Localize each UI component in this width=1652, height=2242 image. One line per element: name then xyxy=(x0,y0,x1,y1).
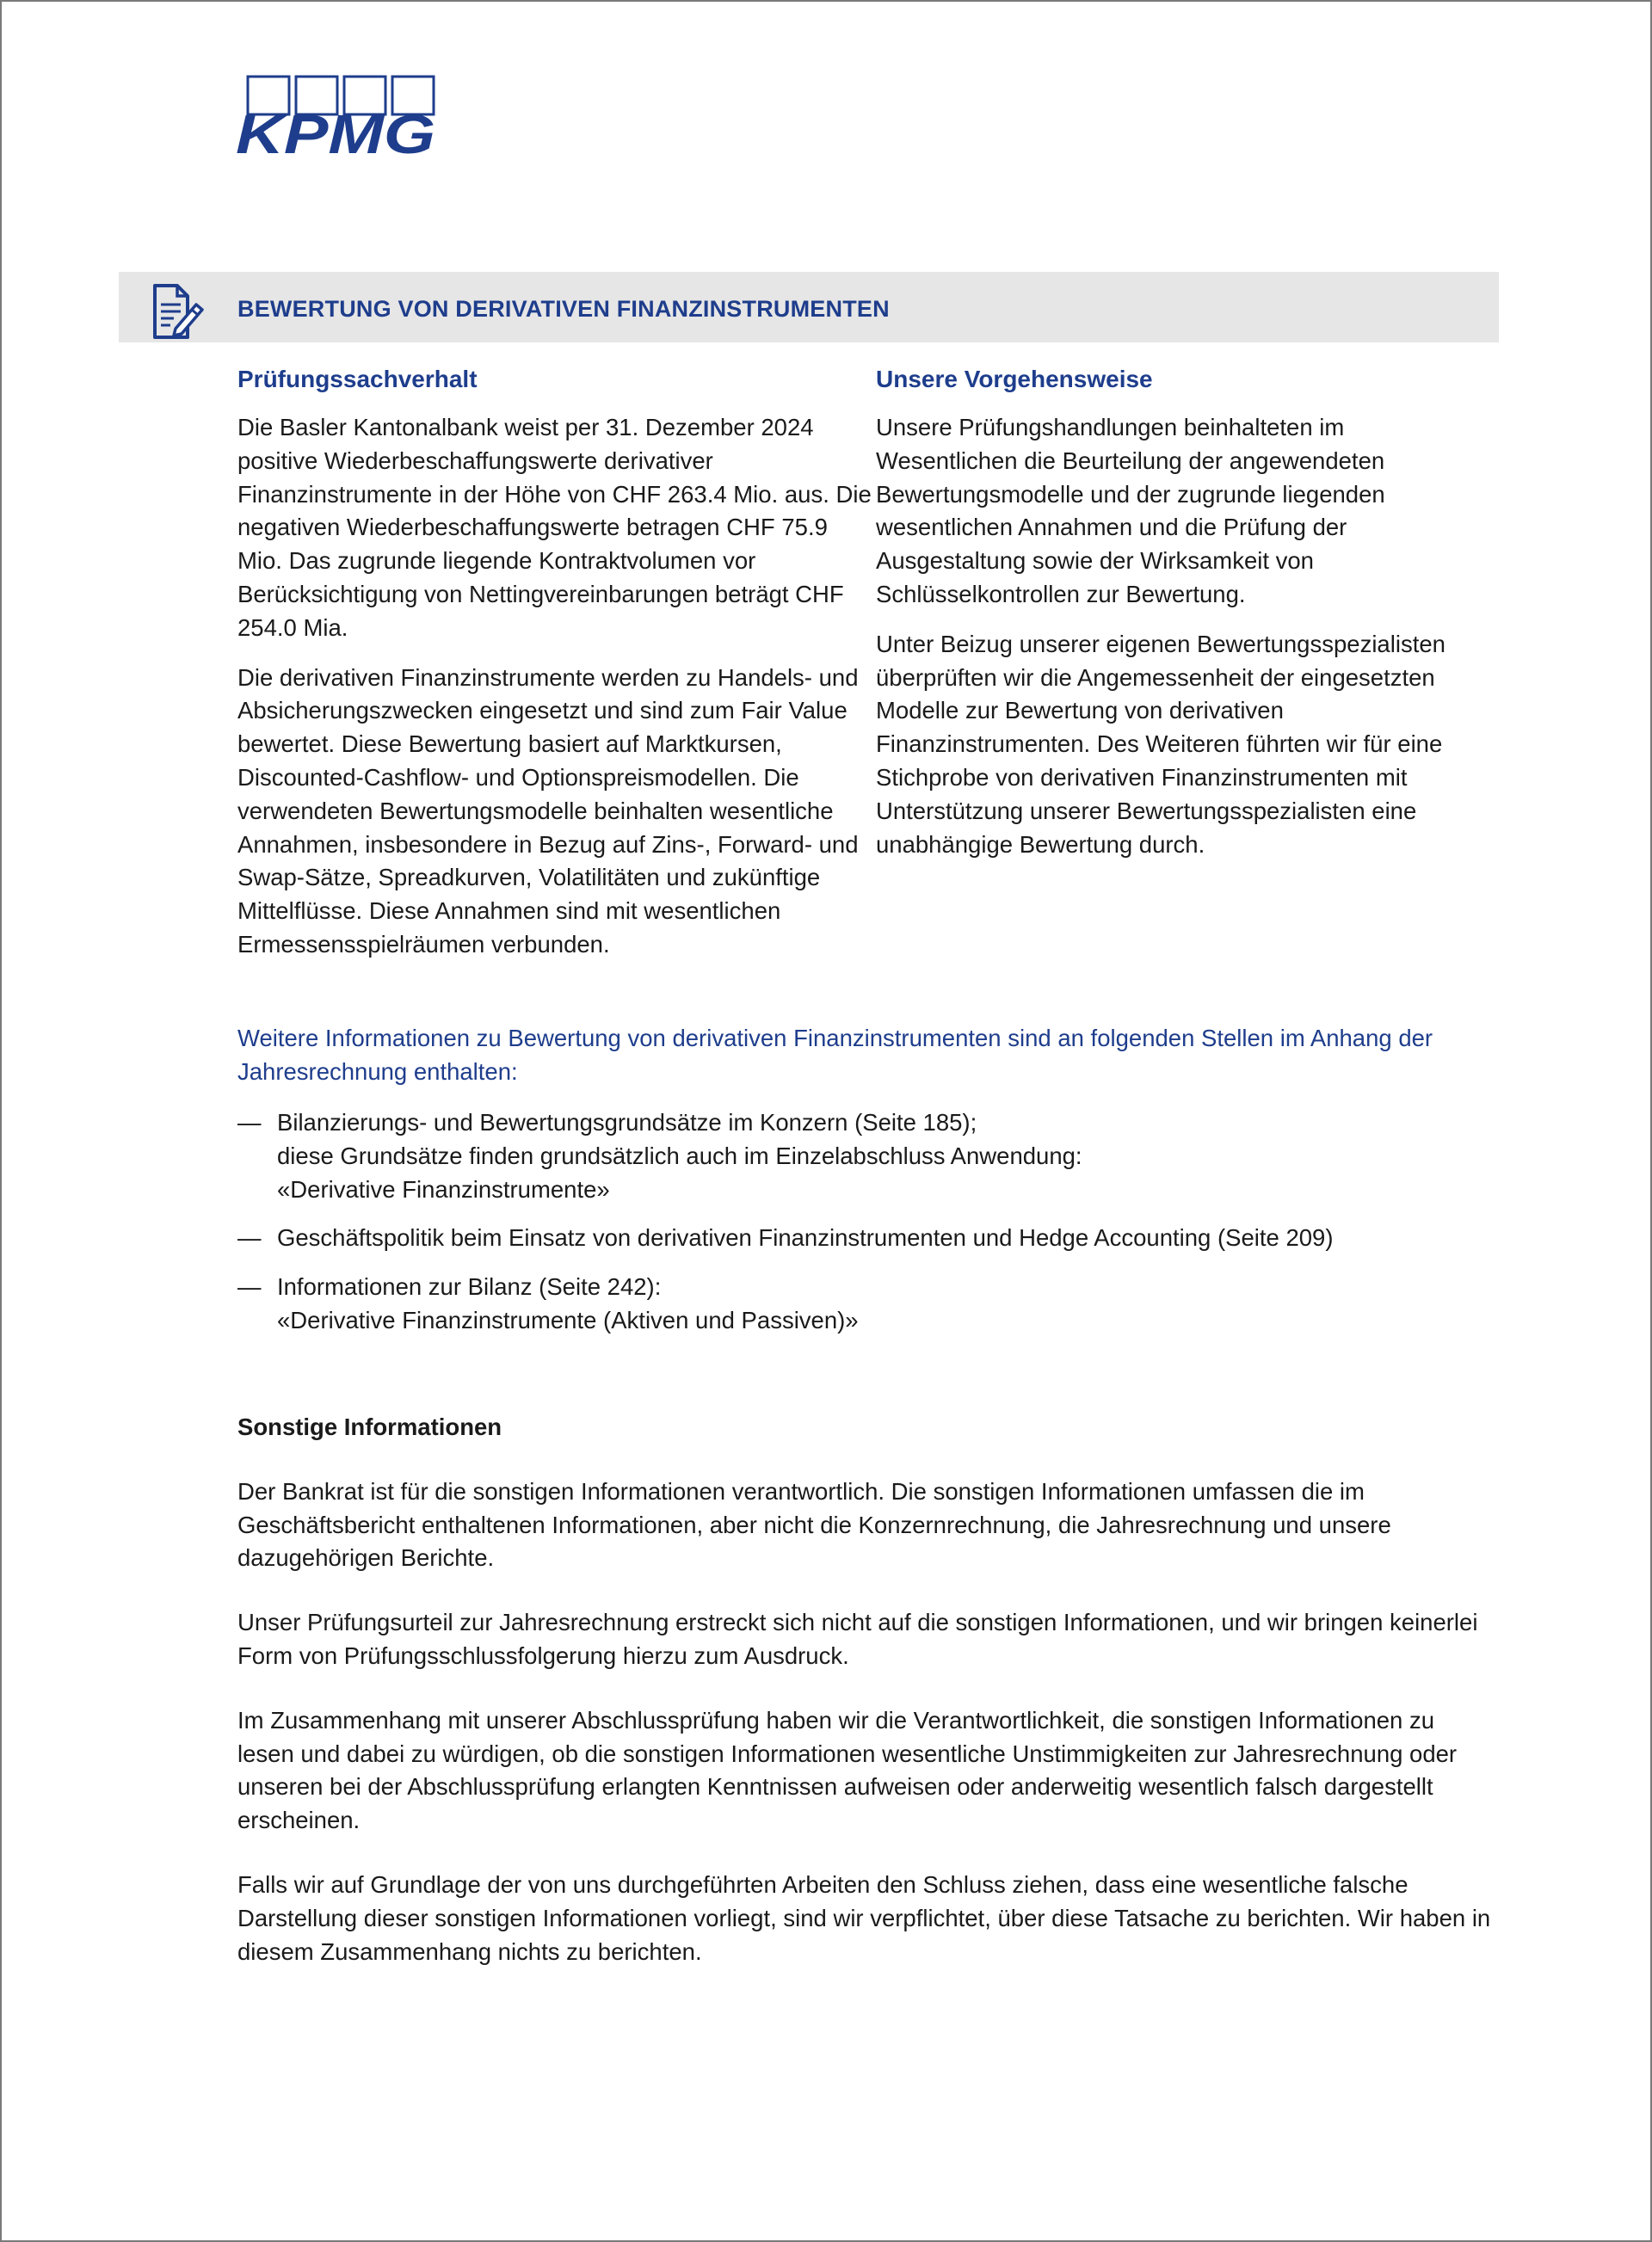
paragraph: Die Basler Kantonalbank weist per 31. Dezember 2024 positive Wiederbeschaffungswerte derivativer Finanzinstrumente in der Höhe von CHF 263.4 Mio. aus. Die negativen Wiederbeschaffungswerte betragen CHF 75.9 Mio. Das zugrunde liegende Kontraktvolumen vor Berücksichtigung von Nettingvereinbarungen beträgt CHF 254.0 Mia. xyxy=(237,414,872,641)
paragraph: Unsere Prüfungshandlungen beinhalteten im Wesentlichen die Beurteilung der angewendeten Bewertungsmodelle und der zugrunde liegenden wesentlichen Annahmen und die Prüfung der Ausgestaltung sowie der Wirksamkeit von Schlüsselkontrollen zur Bewertung. xyxy=(876,414,1385,607)
list-item-line: diese Grundsätze finden grundsätzlich auch im Einzelabschluss Anwendung: xyxy=(277,1142,1082,1169)
dash-bullet: — xyxy=(237,1273,262,1301)
list-item xyxy=(237,1271,1494,1338)
section-banner xyxy=(119,272,1499,342)
dash-bullet: — xyxy=(237,1109,262,1136)
further-info-list xyxy=(237,1106,1494,1353)
list-item-line: «Derivative Finanzinstrumente (Aktiven und Passiven)» xyxy=(277,1306,859,1333)
list-item-line: «Derivative Finanzinstrumente» xyxy=(277,1175,610,1203)
paragraph: Falls wir auf Grundlage der von uns durchgeführten Arbeiten den Schluss ziehen, dass eine wesentliche falsche Darstellung dieser sonstigen Informationen vorliegt, sind wir verpflichtet, über diese Tatsache zu berichten. Wir haben in diesem Zusammenhang nichts zu berichten. xyxy=(237,1870,1491,1965)
list-item xyxy=(237,1222,1494,1255)
right-column xyxy=(876,363,1489,878)
list-item-line: Informationen zur Bilanz (Seite 242): xyxy=(277,1273,662,1301)
list-item-line: Bilanzierungs- und Bewertungsgrundsätze im Konzern (Seite 185); xyxy=(277,1109,977,1136)
logo-text: KPMG xyxy=(236,103,435,160)
section-title: BEWERTUNG VON DERIVATIVEN FINANZINSTRUMENTEN xyxy=(237,296,890,322)
other-info-heading: Sonstige Informationen xyxy=(237,1414,502,1440)
further-info-intro: Weitere Informationen zu Bewertung von derivativen Finanzinstrumenten sind an folgenden Stellen im Anhang der Jahresrechnung enthalten: xyxy=(237,1025,1433,1085)
paragraph: Unter Beizug unserer eigenen Bewertungsspezialisten überprüften wir die Angemessenheit der eingesetzten Modelle zur Bewertung von derivativen Finanzinstrumenten. Des Weiteren führten wir für eine Stichprobe von derivativen Finanzinstrumenten mit Unterstützung unserer Bewertungsspezialisten eine unabhängige Bewertung durch. xyxy=(876,630,1446,858)
dash-bullet: — xyxy=(237,1224,262,1252)
document-pen-icon xyxy=(145,275,208,341)
paragraph: Im Zusammenhang mit unserer Abschlussprüfung haben wir die Verantwortlichkeit, die sonstigen Informationen zu lesen und dabei zu würdigen, ob die sonstigen Informationen wesentliche Unstimmigkeiten zur Jahresrechnung oder unseren bei der Abschlussprüfung erlangten Kenntnissen aufweisen oder anderweitig wesentlich falsch dargestellt erscheinen. xyxy=(237,1706,1458,1834)
list-item-line: Geschäftspolitik beim Einsatz von derivativen Finanzinstrumenten und Hedge Accounting (Seite 209) xyxy=(277,1224,1334,1252)
other-info-section xyxy=(237,1411,1494,1999)
list-item xyxy=(237,1106,1494,1206)
kpmg-logo xyxy=(236,74,439,160)
paragraph: Die derivativen Finanzinstrumente werden zu Handels- und Absicherungszwecken eingesetzt und sind zum Fair Value bewertet. Diese Bewertung basiert auf Marktkursen, Discounted-Cashflow- und Optionspreismodellen. Die verwendeten Bewertungsmodelle beinhalten wesentliche Annahmen, insbesondere in Bezug auf Zins-, Forward- und Swap-Sätze, Spreadkurven, Volatilitäten und zukünftige Mittelflüsse. Diese Annahmen sind mit wesentlichen Ermessensspielräumen verbunden. xyxy=(237,663,859,958)
paragraph: Unser Prüfungsurteil zur Jahresrechnung erstreckt sich nicht auf die sonstigen Informationen, und wir bringen keinerlei Form von Prüfungsschlussfolgerung hierzu zum Ausdruck. xyxy=(237,1609,1478,1669)
left-column-heading: Prüfungssachverhalt xyxy=(237,366,478,392)
right-column-heading: Unsere Vorgehensweise xyxy=(876,366,1153,392)
paragraph: Der Bankrat ist für die sonstigen Informationen verantwortlich. Die sonstigen Informationen umfassen die im Geschäftsbericht enthaltenen Informationen, aber nicht die Konzernrechnung, die Jahresrechnung und unsere dazugehörigen Berichte. xyxy=(237,1477,1391,1572)
left-column xyxy=(237,363,874,978)
